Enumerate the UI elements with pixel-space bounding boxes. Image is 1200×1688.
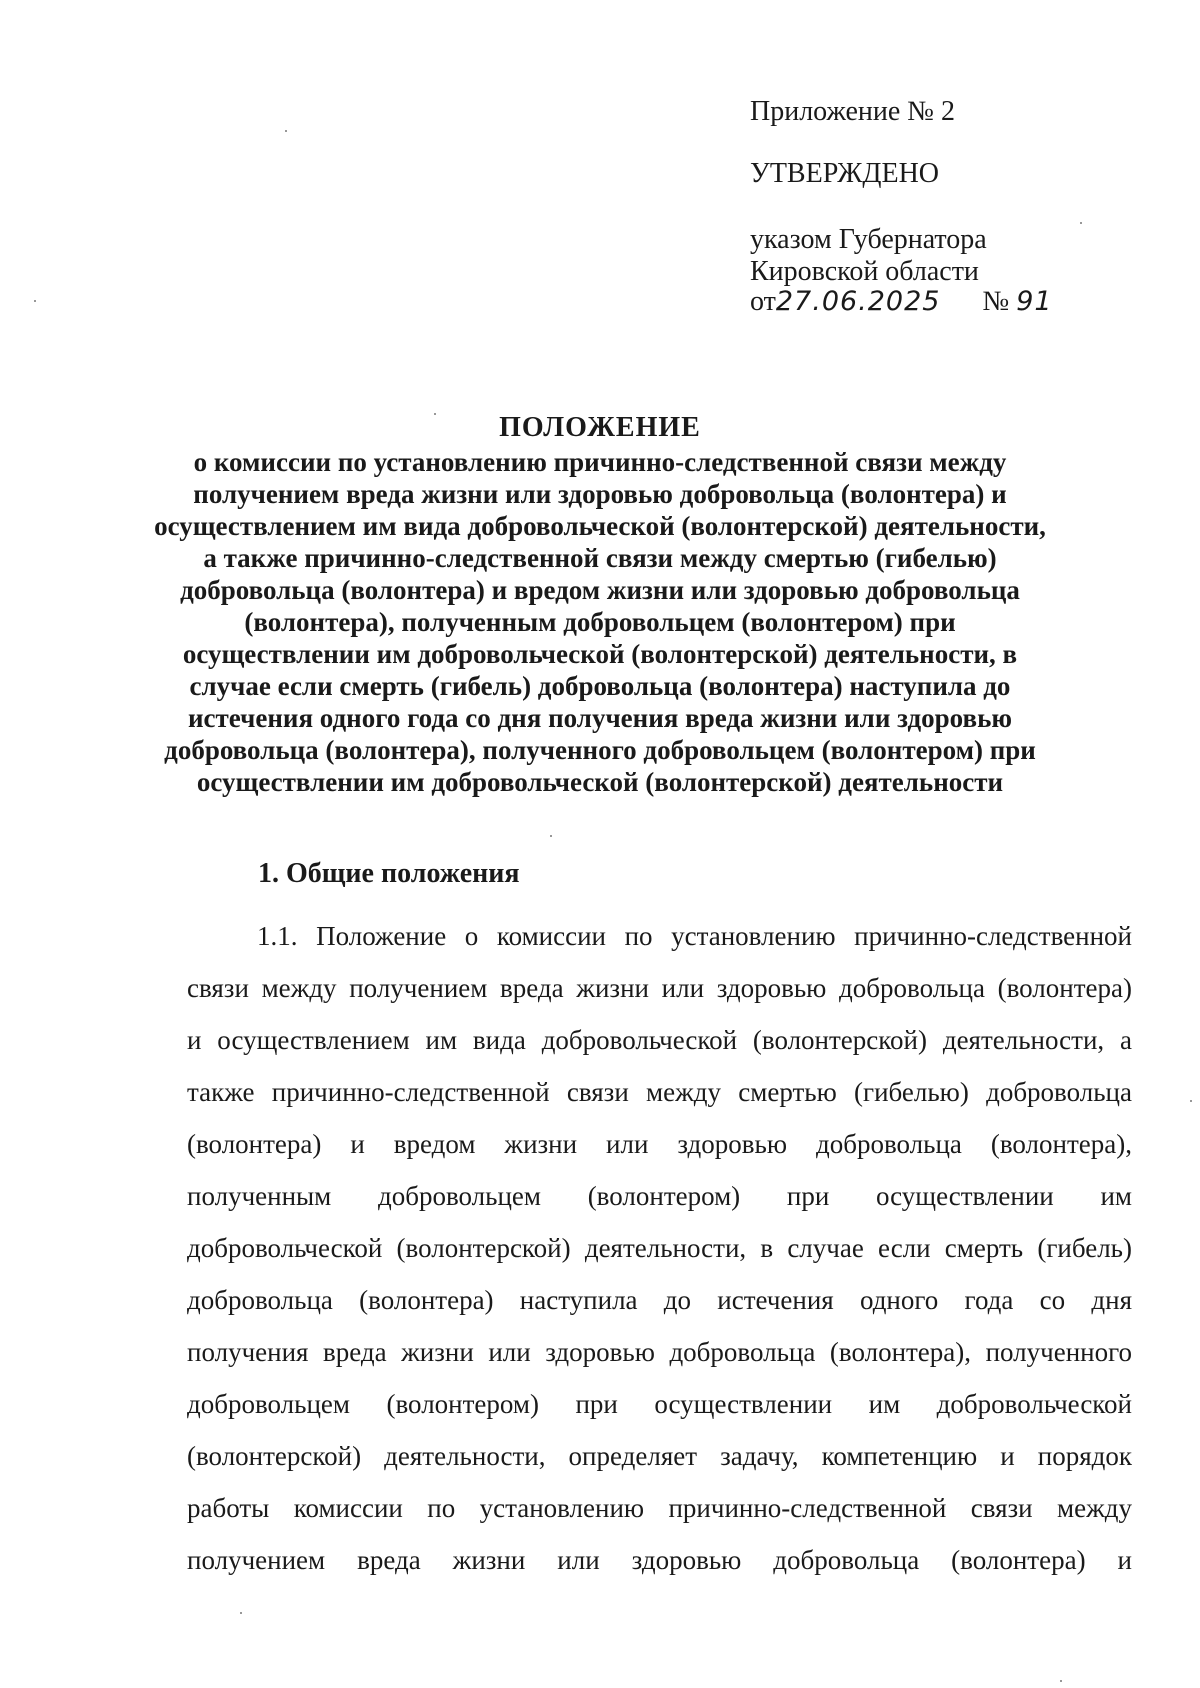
scan-speck — [550, 835, 552, 837]
decree-date-number — [750, 286, 1053, 318]
document-title — [150, 412, 1050, 798]
title-line: получением вреда жизни или здоровью добровольца (волонтера) и — [193, 479, 1007, 509]
title-line: а также причинно-следственной связи между смертью (гибелью) — [203, 543, 997, 573]
scan-speck — [1080, 222, 1082, 224]
title-line: осуществлении им добровольческой (волонтерской) деятельности — [196, 767, 1004, 797]
title-line: добровольца (волонтера), полученного добровольцем (волонтером) при — [164, 735, 1036, 765]
scan-speck — [1190, 1100, 1192, 1102]
scan-speck — [1060, 1680, 1062, 1682]
title-line: истечения одного года со дня получения вреда жизни или здоровью — [188, 703, 1012, 733]
paragraph-line: также причинно-следственной связи между смертью (гибелью) добровольца — [187, 1077, 1132, 1107]
paragraph-line: и осуществлением им вида добровольческой (волонтерской) деятельности, а — [187, 1025, 1132, 1055]
paragraph-line: получения вреда жизни или здоровью добровольца (волонтера), полученного — [187, 1337, 1132, 1367]
section-heading: 1. Общие положения — [258, 858, 520, 889]
paragraph-line: получением вреда жизни или здоровью добровольца (волонтера) и — [187, 1545, 1132, 1575]
paragraph-line: добровольческой (волонтерской) деятельности, в случае если смерть (гибель) — [187, 1233, 1132, 1263]
approved-label: УТВЕРЖДЕНО — [750, 158, 940, 189]
handwritten-number: 91 — [1016, 286, 1053, 317]
paragraph-line: полученным добровольцем (волонтером) при осуществлении им — [187, 1181, 1132, 1211]
annex-label: Приложение № 2 — [750, 96, 955, 127]
decree-line-1: указом Губернатора — [750, 224, 987, 255]
paragraph-line: работы комиссии по установлению причинно-следственной связи между — [187, 1493, 1132, 1523]
number-prefix: № — [982, 286, 1010, 317]
paragraph-1-1 — [187, 910, 1132, 1586]
title-line: случае если смерть (гибель) добровольца (волонтера) наступила до — [189, 671, 1011, 701]
title-main: ПОЛОЖЕНИЕ — [499, 412, 701, 443]
title-line: осуществлении им добровольческой (волонтерской) деятельности, в — [182, 639, 1018, 669]
handwritten-date: 27.06.2025 — [775, 286, 941, 317]
paragraph-line: добровольцем (волонтером) при осуществлении им добровольческой — [187, 1389, 1132, 1419]
paragraph-line: добровольца (волонтера) наступила до истечения одного года со дня — [187, 1285, 1132, 1315]
paragraph-line: связи между получением вреда жизни или здоровью добровольца (волонтера) — [187, 973, 1132, 1003]
title-line: (волонтера), полученным добровольцем (волонтером) при — [244, 607, 956, 637]
scan-speck — [240, 1612, 242, 1614]
title-line: о комиссии по установлению причинно-следственной связи между — [193, 447, 1007, 477]
decree-line-2: Кировской области — [750, 256, 979, 287]
scan-speck — [34, 300, 36, 302]
title-line: осуществлением им вида добровольческой (волонтерской) деятельности, — [154, 511, 1046, 541]
paragraph-line: (волонтера) и вредом жизни или здоровью добровольца (волонтера), — [187, 1129, 1132, 1159]
date-prefix: от — [750, 286, 776, 317]
scan-speck — [434, 413, 436, 415]
scan-speck — [285, 130, 287, 132]
paragraph-line: (волонтерской) деятельности, определяет задачу, компетенцию и порядок — [187, 1441, 1132, 1471]
paragraph-line: 1.1. Положение о комиссии по установлению причинно-следственной — [257, 921, 1132, 951]
title-line: добровольца (волонтера) и вредом жизни или здоровью добровольца — [180, 575, 1020, 605]
